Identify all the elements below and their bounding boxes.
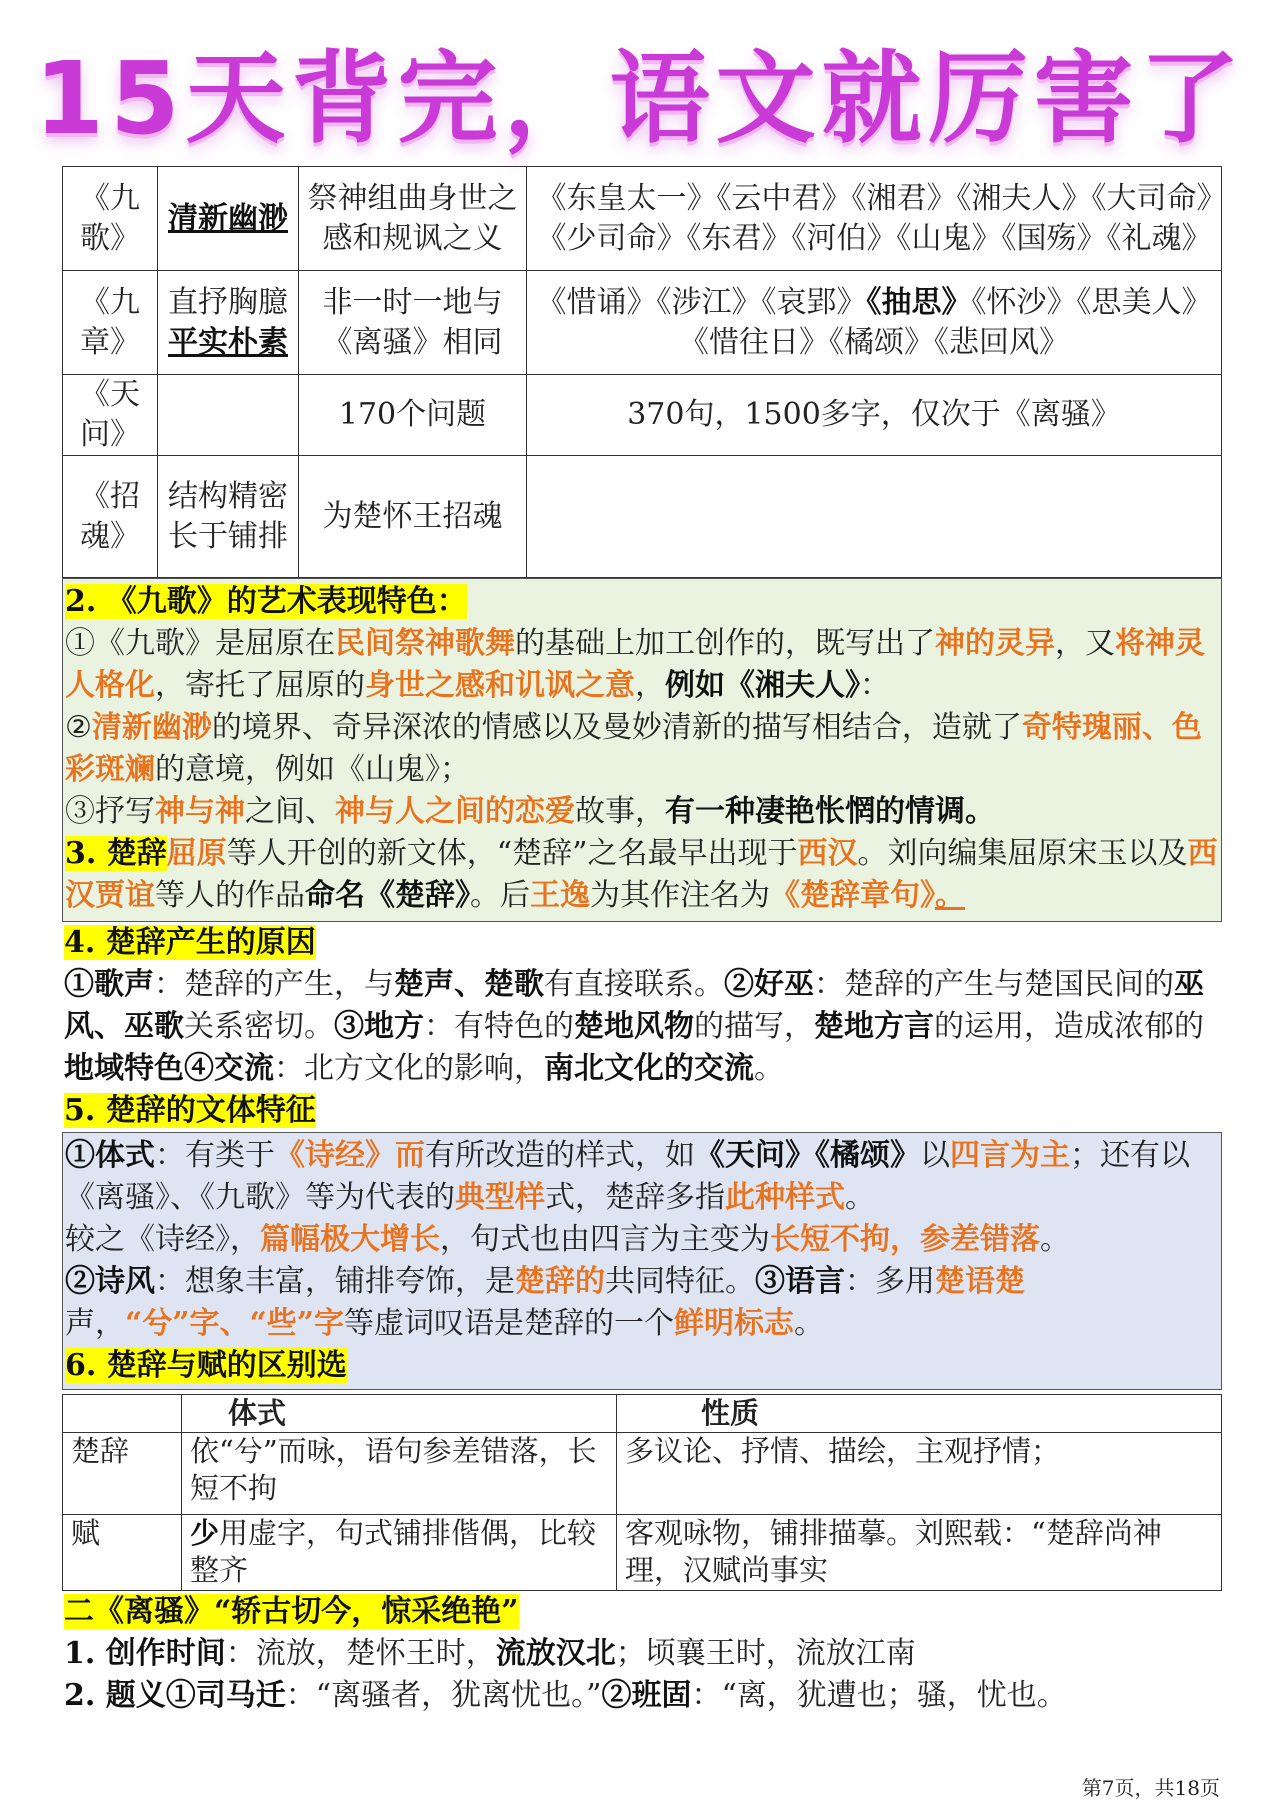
work-name: 《天问》 bbox=[63, 375, 158, 456]
row-name: 赋 bbox=[63, 1515, 182, 1591]
section-style bbox=[62, 1132, 1222, 1390]
table-row bbox=[63, 1433, 1222, 1515]
paragraph: 1. 创作时间：流放，楚怀王时，流放汉北；顷襄王时，流放江南 bbox=[64, 1636, 916, 1671]
work-list bbox=[527, 456, 1222, 578]
table-row bbox=[63, 271, 1222, 375]
paragraph: 较之《诗经》，篇幅极大增长，句式也由四言为主变为长短不拘，参差错落。 bbox=[65, 1222, 1070, 1257]
header-cell: 体式 bbox=[182, 1395, 617, 1433]
paragraph: ①体式：有类于《诗经》而有所改造的样式，如《天问》《橘颂》以四言为主；还有以《离骚》、《九歌》等为代表的典型样式，楚辞多指此种样式。 bbox=[65, 1138, 1190, 1215]
table-row bbox=[63, 167, 1222, 271]
table-row bbox=[63, 375, 1222, 456]
work-name: 《招魂》 bbox=[63, 456, 158, 578]
paragraph: ②清新幽渺的境界、奇异深浓的情感以及曼妙清新的描写相结合，造就了奇特瑰丽、色彩斑斓的意境，例如《山鬼》； bbox=[65, 710, 1202, 787]
row-name: 楚辞 bbox=[63, 1433, 182, 1515]
row-nature: 客观咏物，铺排描摹。刘熙载：“楚辞尚神理，汉赋尚事实 bbox=[617, 1515, 1222, 1591]
work-list: 370句，1500多字，仅次于《离骚》 bbox=[527, 375, 1222, 456]
work-style: 直抒胸臆平实朴素 bbox=[158, 271, 299, 375]
row-form: 依“兮”而咏，语句参差错落，长短不拘 bbox=[182, 1433, 617, 1515]
page-number: 第7页，共18页 bbox=[1081, 1776, 1220, 1800]
paragraph: ②诗风：想象丰富，铺排夸饰，是楚辞的共同特征。③语言：多用楚语楚声，“兮”字、“些”字等虚词叹语是楚辞的一个鲜明标志。 bbox=[65, 1264, 1025, 1341]
paragraph: 2. 题义①司马迁：“离骚者，犹离忧也。”②班固：“离，犹遭也；骚，忧也。 bbox=[64, 1678, 1067, 1713]
work-name: 《九歌》 bbox=[63, 167, 158, 271]
section-heading: 2. 《九歌》的艺术表现特色： bbox=[65, 584, 467, 619]
row-nature: 多议论、抒情、描绘，主观抒情； bbox=[617, 1433, 1222, 1515]
section-heading: 6. 楚辞与赋的区别选 bbox=[65, 1348, 347, 1383]
section-heading: 二《离骚》“轿古切今，惊采绝艳” bbox=[64, 1594, 519, 1629]
content-area bbox=[62, 166, 1222, 1717]
page-title: 15天背完，语文就厉害了 bbox=[34, 40, 1246, 157]
table-header-row bbox=[63, 1395, 1222, 1433]
row-form: 少用虚字，句式铺排偕偶，比较整齐 bbox=[182, 1515, 617, 1591]
work-theme: 非一时一地与《离骚》相同 bbox=[299, 271, 527, 375]
header-cell: 性质 bbox=[617, 1395, 1222, 1433]
work-style: 结构精密长于铺排 bbox=[158, 456, 299, 578]
section-jiuge-art bbox=[62, 578, 1222, 922]
work-list: 《东皇太一》《云中君》《湘君》《湘夫人》《大司命》《少司命》《东君》《河伯》《山鬼》《国殇》《礼魂》 bbox=[527, 167, 1222, 271]
paragraph: ①歌声：楚辞的产生，与楚声、楚歌有直接联系。②好巫：楚辞的产生与楚国民间的巫风、巫歌关系密切。③地方：有特色的楚地风物的描写，楚地方言的运用，造成浓郁的地域特色④交流：北方文化的影响，南北文化的交流。 bbox=[64, 967, 1204, 1086]
comparison-table bbox=[62, 1394, 1222, 1591]
table-row bbox=[63, 1515, 1222, 1591]
paragraph: ①《九歌》是屈原在民间祭神歌舞的基础上加工创作的，既写出了神的灵异，又将神灵人格化，寄托了屈原的身世之感和讥讽之意，例如《湘夫人》： bbox=[65, 626, 1205, 703]
paragraph: ③抒写神与神之间、神与人之间的恋爱故事，有一种凄艳怅惘的情调。 bbox=[65, 794, 995, 829]
work-style bbox=[158, 375, 299, 456]
work-theme: 170个问题 bbox=[299, 375, 527, 456]
work-list: 《惜诵》《涉江》《哀郢》《抽思》《怀沙》《思美人》《惜往日》《橘颂》《悲回风》 bbox=[527, 271, 1222, 375]
work-name: 《九章》 bbox=[63, 271, 158, 375]
section-lisao bbox=[62, 1591, 1222, 1717]
work-style: 清新幽渺 bbox=[158, 167, 299, 271]
works-table bbox=[62, 166, 1222, 578]
table-row bbox=[63, 456, 1222, 578]
work-theme: 为楚怀王招魂 bbox=[299, 456, 527, 578]
section-heading: 4. 楚辞产生的原因 bbox=[64, 925, 316, 960]
section-origin bbox=[62, 922, 1222, 1132]
header-cell bbox=[63, 1395, 182, 1433]
section-heading: 5. 楚辞的文体特征 bbox=[64, 1093, 316, 1128]
paragraph: 3. 楚辞屈原等人开创的新文体，“楚辞”之名最早出现于西汉。刘向编集屈原宋玉以及西汉贾谊等人的作品命名《楚辞》。后王逸为其作注名为《楚辞章句》。 bbox=[65, 836, 1218, 913]
work-theme: 祭神组曲身世之感和规讽之义 bbox=[299, 167, 527, 271]
